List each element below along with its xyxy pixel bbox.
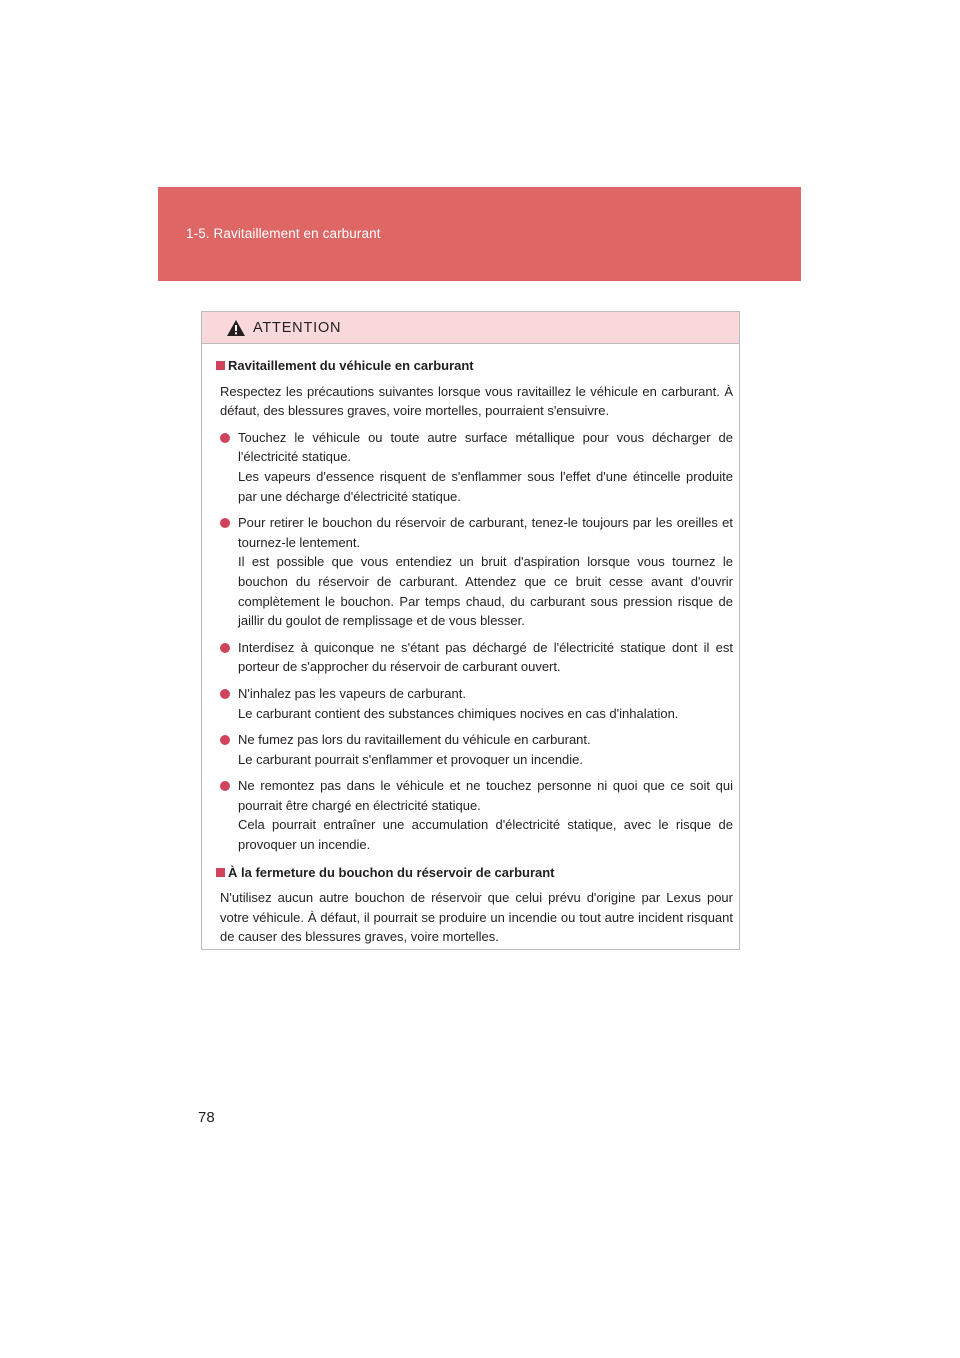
bullet-detail: Il est possible que vous entendiez un bruit d'aspiration lorsque vous tournez le bouchon du réservoir de carburant. Attendez que ce bruit cesse avant d'ouvrir complètement le bouchon. Par temps chaud, du carburant sous pression risque de jaillir du goulot de remplissage et de vous blesser. bbox=[238, 554, 733, 629]
section-intro: Respectez les précautions suivantes lorsque vous ravitaillez le véhicule en carburant. À défaut, des blessures graves, voire mortelles, pourraient s'ensuivre. bbox=[220, 383, 733, 419]
round-bullet-icon bbox=[220, 518, 230, 528]
bullet-main: Touchez le véhicule ou toute autre surface métallique pour vous décharger de l'électricité statique. bbox=[238, 429, 733, 465]
bullet-main: Ne fumez pas lors du ravitaillement du véhicule en carburant. bbox=[238, 732, 591, 748]
bullet-item bbox=[220, 730, 733, 769]
bullet-detail: Le carburant contient des substances chimiques nocives en cas d'inhalation. bbox=[238, 705, 679, 721]
warning-box bbox=[201, 311, 740, 950]
bullet-detail: Les vapeurs d'essence risquent de s'enflammer sous l'effet d'une étincelle produite par une décharge d'électricité statique. bbox=[238, 468, 733, 504]
section-heading-text: À la fermeture du bouchon du réservoir de carburant bbox=[228, 864, 555, 880]
bullet-item bbox=[220, 513, 733, 631]
section-heading-refueling bbox=[216, 356, 733, 376]
section-title: 1-5. Ravitaillement en carburant bbox=[186, 226, 381, 241]
bullet-item bbox=[220, 428, 733, 506]
bullet-item bbox=[220, 638, 733, 677]
square-bullet-icon bbox=[216, 361, 225, 370]
bullet-detail: Le carburant pourrait s'enflammer et provoquer un incendie. bbox=[238, 751, 584, 767]
round-bullet-icon bbox=[220, 735, 230, 745]
bullet-main: Interdisez à quiconque ne s'étant pas déchargé de l'électricité statique dont il est porteur de s'approcher du réservoir de carburant ouvert. bbox=[238, 639, 733, 675]
bullet-item bbox=[220, 776, 733, 854]
page-number: 78 bbox=[198, 1109, 215, 1126]
round-bullet-icon bbox=[220, 643, 230, 653]
warning-body bbox=[202, 344, 739, 947]
bullet-main: Pour retirer le bouchon du réservoir de carburant, tenez-le toujours par les oreilles et tournez-le lentement. bbox=[238, 515, 733, 550]
warning-triangle-icon bbox=[226, 319, 246, 337]
bullet-item bbox=[220, 684, 733, 723]
bullet-detail: Cela pourrait entraîner une accumulation d'électricité statique, avec le risque de provoquer un incendie. bbox=[238, 817, 733, 853]
round-bullet-icon bbox=[220, 433, 230, 443]
warning-header bbox=[202, 312, 739, 344]
warning-title: ATTENTION bbox=[253, 319, 342, 336]
section-text: N'utilisez aucun autre bouchon de réservoir que celui prévu d'origine par Lexus pour votre véhicule. À défaut, il pourrait se produire un incendie ou tout autre incident risquant de causer des blessures graves, voire mortelles. bbox=[220, 890, 733, 945]
round-bullet-icon bbox=[220, 689, 230, 699]
round-bullet-icon bbox=[220, 781, 230, 791]
bullet-main: Ne remontez pas dans le véhicule et ne touchez personne ni quoi que ce soit qui pourrait être chargé en électricité statique. bbox=[238, 778, 733, 813]
section-heading-text: Ravitaillement du véhicule en carburant bbox=[228, 358, 474, 373]
section-heading-fuel-cap bbox=[216, 863, 733, 883]
bullet-main: N'inhalez pas les vapeurs de carburant. bbox=[238, 685, 466, 701]
section-header-band bbox=[158, 187, 801, 281]
square-bullet-icon bbox=[216, 868, 225, 877]
